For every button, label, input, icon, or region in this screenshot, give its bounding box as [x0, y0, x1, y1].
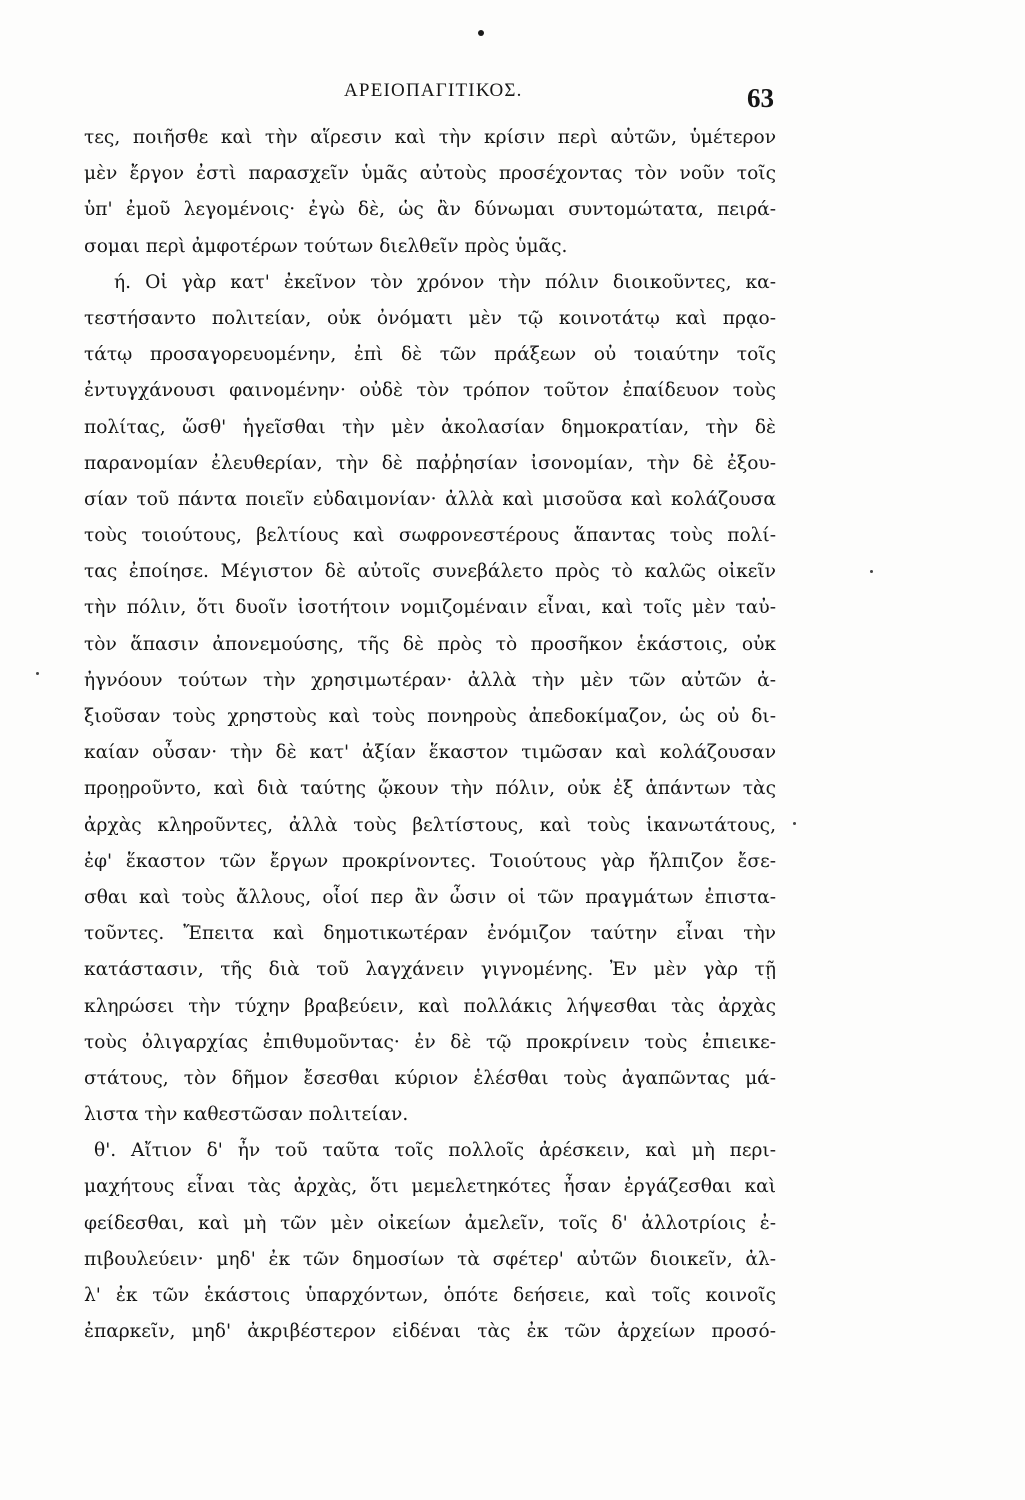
text-line: τοὺς ὀλιγαρχίας ἐπιθυμοῦντας· ἐν δὲ τῷ προκρίνειν τοὺς ἐπιεικε- — [84, 1031, 776, 1053]
text-line: τοὺς τοιούτους, βελτίους καὶ σωφρονεστέρους ἅπαντας τοὺς πολί- — [84, 525, 776, 547]
text-line: τες, ποιῆσθε καὶ τὴν αἵρεσιν καὶ τὴν κρίσιν περὶ αὐτῶν, ὑμέτερον — [84, 127, 776, 148]
text-line: μὲν ἔργον ἐστὶ παρασχεῖν ὑμᾶς αὐτοὺς προσέχοντας τὸν νοῦν τοῖς — [84, 163, 776, 185]
text-line: ἐντυγχάνουσι φαινομένην· οὐδὲ τὸν τρόπον τοῦτον ἐπαίδευον τοὺς — [84, 380, 776, 402]
text-line: πολίτας, ὥσθ' ἡγεῖσθαι τὴν μὲν ἀκολασίαν δημοκρατίαν, τὴν δὲ — [84, 416, 776, 438]
text-line: καίαν οὖσαν· τὴν δὲ κατ' ἀξίαν ἕκαστον τιμῶσαν καὶ κολάζουσαν — [84, 742, 776, 764]
margin-speck — [793, 822, 796, 825]
text-line: λ' ἐκ τῶν ἑκάστοις ὑπαρχόντων, ὁπότε δεήσειε, καὶ τοῖς κοινοῖς — [84, 1285, 776, 1306]
text-line: ἠγνόουν τούτων τὴν χρησιμωτέραν· ἀλλὰ τὴν μὲν τῶν αὐτῶν ἀ- — [84, 669, 776, 691]
text-line: ἀρχὰς κληροῦντες, ἀλλὰ τοὺς βελτίστους, καὶ τοὺς ἱκανωτάτους, — [84, 814, 776, 836]
text-line: τας ἐποίησε. Μέγιστον δὲ αὐτοῖς συνεβάλετο πρὸς τὸ καλῶς οἰκεῖν — [84, 561, 776, 583]
text-line: τὸν ἅπασιν ἀπονεμούσης, τῆς δὲ πρὸς τὸ προσῆκον ἑκάστοις, οὐκ — [84, 633, 776, 655]
text-line: κατάστασιν, τῆς διὰ τοῦ λαγχάνειν γιγνομένης. Ἐν μὲν γὰρ τῇ — [84, 959, 776, 981]
text-line: προῃροῦντο, καὶ διὰ ταύτης ᾤκουν τὴν πόλιν, οὐκ ἐξ ἁπάντων τὰς — [84, 778, 776, 800]
page-number: 63 — [747, 83, 774, 113]
text-line: ξιοῦσαν τοὺς χρηστοὺς καὶ τοὺς πονηροὺς ἀπεδοκίμαζον, ὡς οὐ δι- — [84, 706, 776, 727]
text-line: σίαν τοῦ πάντα ποιεῖν εὐδαιμονίαν· ἀλλὰ καὶ μισοῦσα καὶ κολάζουσα — [84, 488, 776, 510]
text-line: τάτῳ προσαγορευομένην, ἐπὶ δὲ τῶν πράξεων οὐ τοιαύτην τοῖς — [84, 344, 776, 366]
text-line: πιβουλεύειν· μηδ' ἐκ τῶν δημοσίων τὰ σφέτερ' αὐτῶν διοικεῖν, ἀλ- — [84, 1248, 776, 1270]
text-line: ἐφ' ἕκαστον τῶν ἔργων προκρίνοντες. Τοιούτους γὰρ ἤλπιζον ἔσε- — [84, 850, 776, 872]
body-text — [84, 120, 776, 1350]
text-line: σθαι καὶ τοὺς ἄλλους, οἷοί περ ἂν ὦσιν οἱ τῶν πραγμάτων ἐπιστα- — [84, 886, 776, 908]
ink-dot — [478, 30, 484, 36]
text-line: μαχήτους εἶναι τὰς ἀρχὰς, ὅτι μεμελετηκότες ἦσαν ἐργάζεσθαι καὶ — [84, 1176, 776, 1198]
text-line: ἐπαρκεῖν, μηδ' ἀκριβέστερον εἰδέναι τὰς ἐκ τῶν ἀρχείων προσό- — [84, 1321, 776, 1343]
text-line: ὑπ' ἐμοῦ λεγομένοις· ἐγὼ δὲ, ὡς ἂν δύνωμαι συντομώτατα, πειρά- — [84, 199, 776, 221]
running-title: ΑΡΕΙΟΠΑΓΙΤΙΚΟΣ. — [344, 80, 523, 101]
text-line: τεστήσαντο πολιτείαν, οὐκ ὀνόματι μὲν τῷ κοινοτάτῳ καὶ πρᾳο- — [84, 307, 776, 329]
text-line: φείδεσθαι, καὶ μὴ τῶν μὲν οἰκείων ἀμελεῖν, τοῖς δ' ἀλλοτρίοις ἐ- — [84, 1212, 776, 1234]
margin-speck — [870, 570, 873, 573]
text-line: στάτους, τὸν δῆμον ἔσεσθαι κύριον ἑλέσθαι τοὺς ἀγαπῶντας μά- — [84, 1067, 776, 1089]
text-line: παρανομίαν ἐλευθερίαν, τὴν δὲ παῤῥησίαν ἰσονομίαν, τὴν δὲ ἐξου- — [84, 452, 776, 474]
section-start-line: ή. Οἱ γὰρ κατ' ἐκεῖνον τὸν χρόνον τὴν πόλιν διοικοῦντες, κα- — [114, 271, 776, 293]
text-line: λιστα τὴν καθεστῶσαν πολιτείαν. — [84, 1104, 409, 1126]
section-start-line: θ'. Αἴτιον δ' ἦν τοῦ ταῦτα τοῖς πολλοῖς ἀρέσκειν, καὶ μὴ περι- — [94, 1140, 776, 1162]
text-line: κληρώσει τὴν τύχην βραβεύειν, καὶ πολλάκις λήψεσθαι τὰς ἀρχὰς — [84, 995, 776, 1017]
text-line: σομαι περὶ ἀμφοτέρων τούτων διελθεῖν πρὸς ὑμᾶς. — [84, 235, 568, 257]
text-line: τοῦντες. Ἔπειτα καὶ δημοτικωτέραν ἐνόμιζον ταύτην εἶναι τὴν — [84, 923, 776, 945]
margin-speck — [36, 672, 39, 675]
text-line: τὴν πόλιν, ὅτι δυοῖν ἰσοτήτοιν νομιζομέναιν εἶναι, καὶ τοῖς μὲν ταὐ- — [84, 597, 776, 619]
